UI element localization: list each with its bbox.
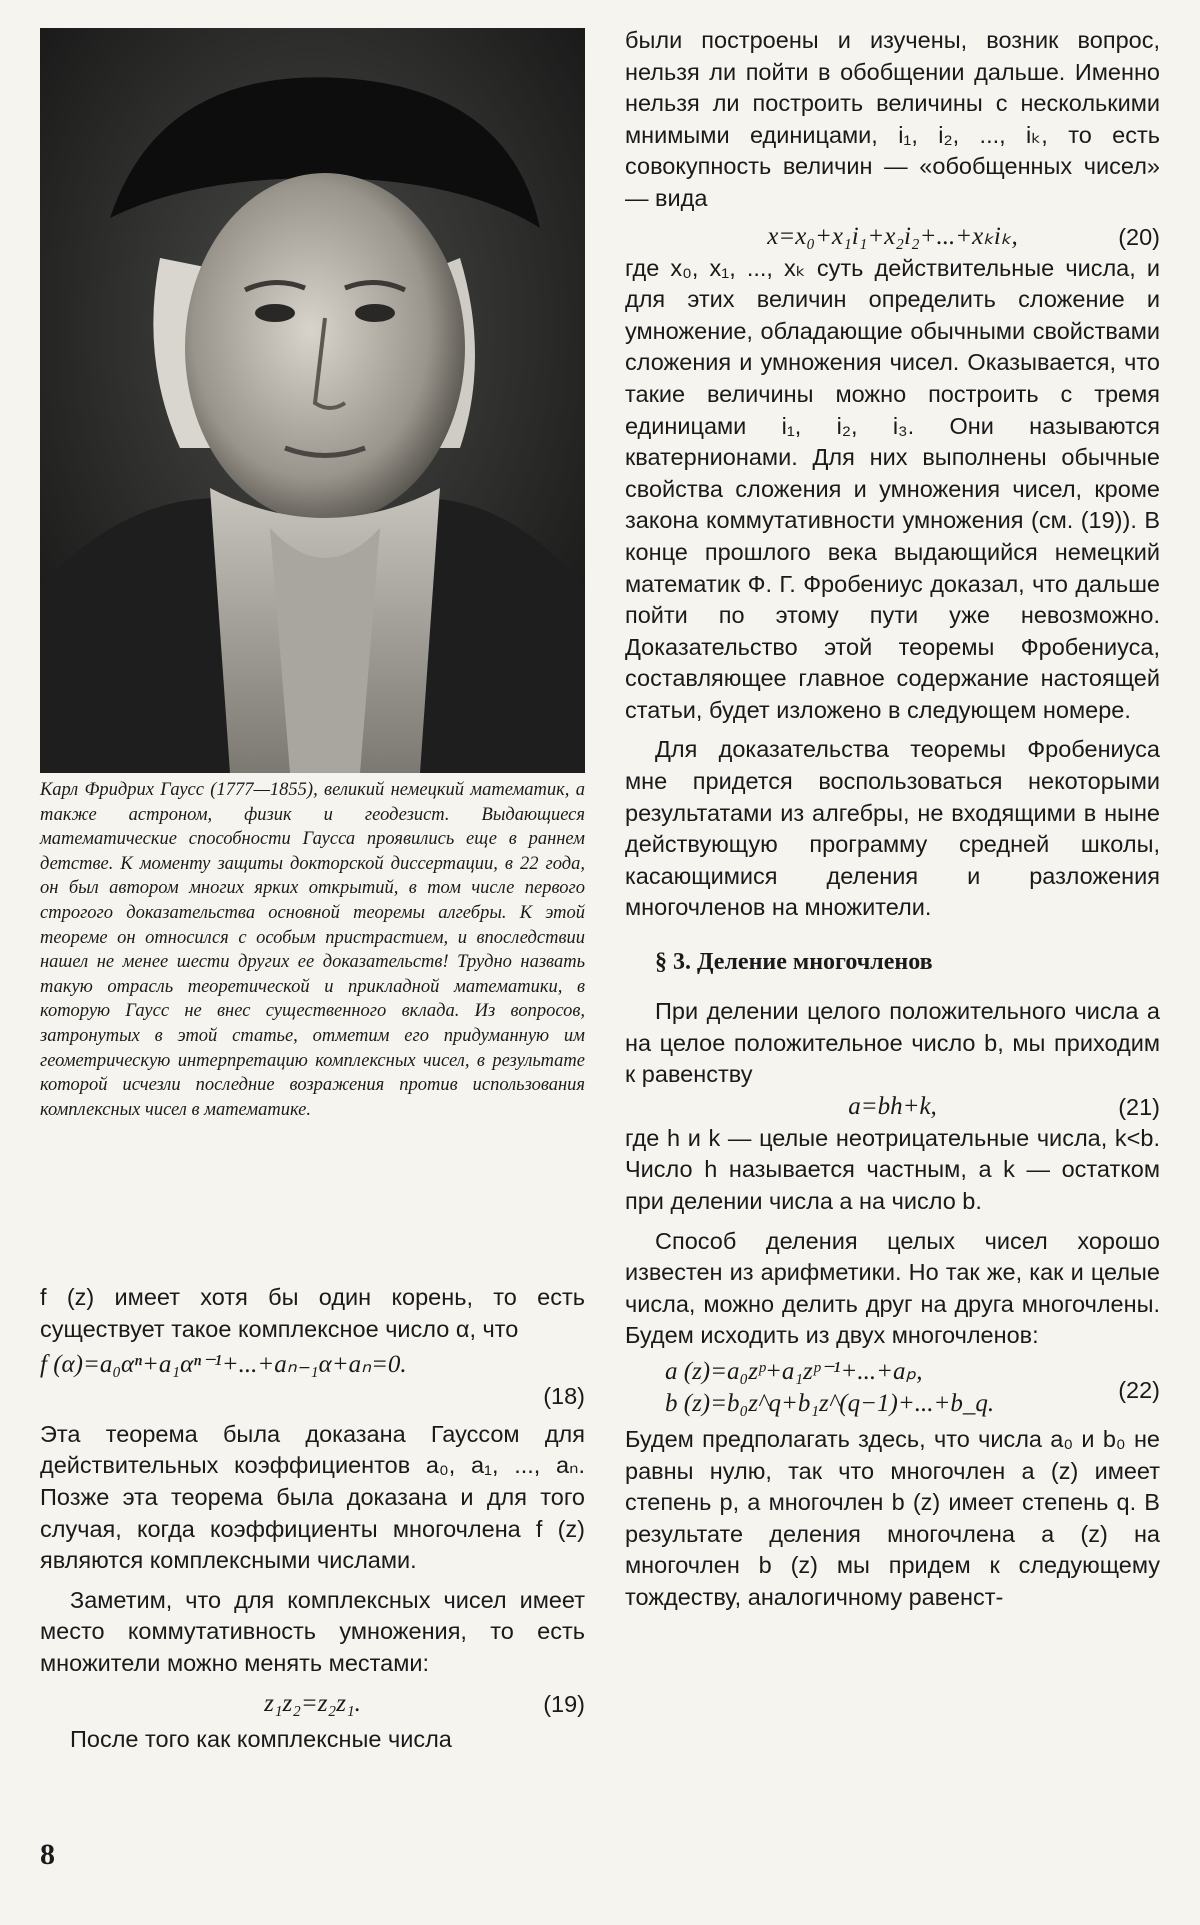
- formula-text: f (α)=a₀αⁿ+a₁αⁿ⁻¹+...+aₙ₋₁α+aₙ=0.: [40, 1351, 407, 1379]
- paragraph: При делении целого положительного числа a на целое положительное число b, мы приходим к равенству: [625, 998, 1160, 1088]
- formula-text: x=x₀+x₁i₁+x₂i₂+...+xₖiₖ,: [767, 222, 1018, 250]
- paragraph: После того как комплексные числа: [70, 1725, 452, 1752]
- left-column: [40, 1282, 585, 1755]
- paragraph: Заметим, что для комплексных чисел имеет место коммутативность умножения, то есть множители можно менять местами:: [40, 1586, 585, 1676]
- paragraph: Способ деления целых чисел хорошо известен из арифметики. Но так же, как и целые числа, можно делить друг на друга многочлены. Будем исходить из двух многочленов:: [625, 1227, 1160, 1349]
- formula-22: [625, 1356, 1160, 1420]
- paragraph: Для доказательства теоремы Фробениуса мне придется воспользоваться некоторыми результатами из алгебры, не входящими в ныне действующую программу средней школы, касающимися деления и разложения многочленов на множители.: [625, 736, 1160, 921]
- portrait-image: [40, 28, 585, 773]
- equation-number-19: (19): [543, 1690, 585, 1717]
- section-heading: § 3. Деление многочленов: [655, 949, 933, 976]
- formula-text: a=bh+k,: [848, 1092, 937, 1120]
- paragraph: Будем предполагать здесь, что числа a₀ и b₀ не равны нулю, так что многочлен a (z) имеет степень p, а многочлен b (z) имеет степень q. В результате деления многочлена a (z) на многочлен b (z) мы придем к следующему тождеству, аналогичному равенст-: [625, 1425, 1160, 1610]
- page-number: 8: [40, 1838, 55, 1871]
- paragraph: Эта теорема была доказана Гауссом для действительных коэффициентов a₀, a₁, ..., aₙ. Позже эта теорема была доказана и для того случая, когда коэффициенты многочлена f (z) являются комплексными числами.: [40, 1420, 585, 1574]
- gauss-portrait-illustration: [40, 28, 585, 773]
- equation-number-21: (21): [1118, 1093, 1160, 1120]
- formula-21: [625, 1091, 1160, 1123]
- equation-number-18: (18): [543, 1383, 585, 1410]
- paragraph: были построены и изучены, возник вопрос, нельзя ли пойти в обобщении дальше. Именно нельзя ли построить величины с несколькими мнимыми единицами, i₁, i₂, ..., iₖ, то есть совокупность величин — «обобщенных чисел» — вида: [625, 27, 1160, 211]
- formula-20: [625, 221, 1160, 253]
- formula-18: [40, 1349, 585, 1381]
- right-column: [625, 25, 1160, 1614]
- paragraph: f (z) имеет хотя бы один корень, то есть существует такое комплексное число α, что: [40, 1284, 585, 1342]
- paragraph: где h и k — целые неотрицательные числа, k<b. Число h называется частным, а k — остатком при делении числа a на число b.: [625, 1124, 1160, 1214]
- formula-22a: a (z)=a₀zᵖ+a₁zᵖ⁻¹+...+aₚ,: [665, 1357, 923, 1385]
- formula-text: z₁z₂=z₂z₁.: [264, 1689, 361, 1717]
- formula-19: [40, 1688, 585, 1720]
- formula-22b: b (z)=b₀z^q+b₁z^(q−1)+...+b_q.: [665, 1389, 995, 1417]
- equation-number-20: (20): [1118, 223, 1160, 250]
- portrait-caption: Карл Фридрих Гаусс (1777—1855), великий немецкий математик, а также астроном, физик и геодезист. Выдающиеся математические способности Гаусса проявились еще в раннем детстве. К моменту защиты докторской диссертации, в 22 года, он был автором многих ярких открытий, в том числе первого строгого доказательства основной теоремы алгебры. К этой теореме он относился с особым пристрастием, и впоследствии нашел не менее шести других ее доказательств! Трудно назвать такую отрасль теоретической и прикладной математики, в которую Гаусс не внес существенного вклада. Из вопросов, затронутых в этой статье, отметим его придуманную им геометрическую интерпретацию комплексных чисел, в результате которой исчезли последние возражения против использования комплексных чисел в математике.: [40, 780, 585, 1120]
- paragraph: где x₀, x₁, ..., xₖ суть действительные числа, и для этих величин определить сложение и умножение, обладающие обычными свойствами сложения и умножения чисел. Оказывается, что такие величины можно построить с тремя единицами i₁, i₂, i₃. Они называются кватернионами. Для них выполнены обычные свойства сложения и умножения чисел, кроме закона коммутативности умножения (см. (19)). В конце прошлого века выдающийся немецкий математик Ф. Г. Фробениус доказал, что дальше пойти по этому пути уже невозможно. Доказательство этой теоремы Фробениуса, составляющее главное содержание настоящей статьи, будет изложено в следующем номере.: [625, 254, 1160, 723]
- equation-number-22: (22): [1118, 1376, 1160, 1403]
